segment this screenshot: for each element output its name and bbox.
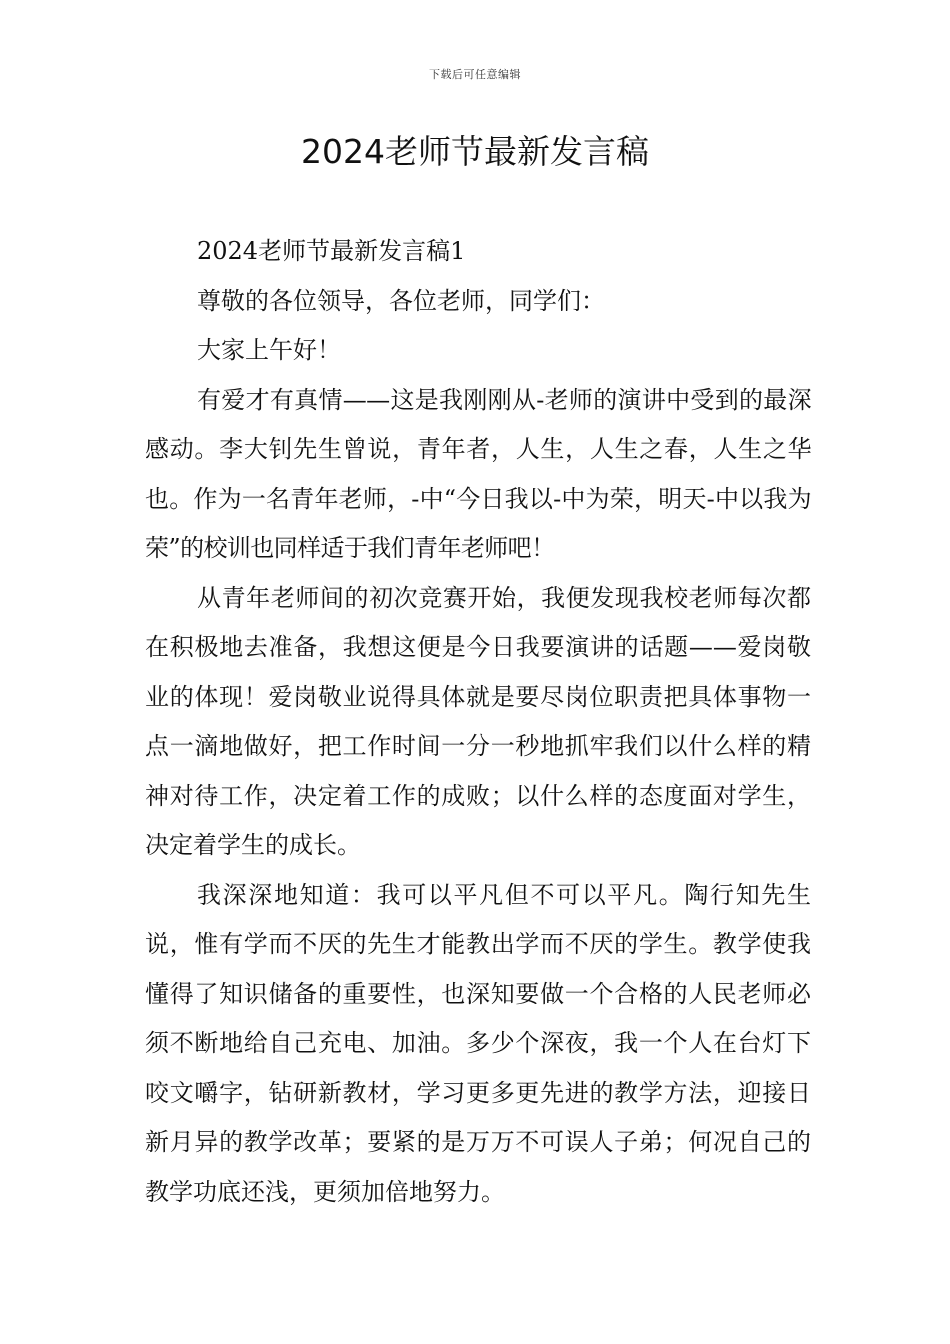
header-note: 下载后可任意编辑 [429, 68, 521, 81]
section-heading: 2024老师节最新发言稿1 [197, 237, 466, 265]
body-paragraph: 从青年老师间的初次竞赛开始，我便发现我校老师每次都在积极地去准备，我想这便是今日我要演讲的话题——爱岗敬业的体现！爱岗敬业说得具体就是要尽岗位职责把具体事物一点一滴地做好，把工作时间一分一秒地抓牢我们以什么样的精神对待工作，决定着工作的成败；以什么样的态度面对学生，决定着学生的成长。 [145, 583, 811, 859]
body-paragraph: 有爱才有真情——这是我刚刚从-老师的演讲中受到的最深感动。李大钊先生曾说，青年者，人生，人生之春，人生之华也。作为一名青年老师，-中“今日我以-中为荣，明天-中以我为荣”的校训也同样适于我们青年老师吧！ [145, 385, 811, 562]
document-body [145, 227, 811, 1217]
body-paragraph: 我深深地知道：我可以平凡但不可以平凡。陶行知先生说，惟有学而不厌的先生才能教出学而不厌的学生。教学使我懂得了知识储备的重要性，也深知要做一个合格的人民老师必须不断地给自己充电、加油。多少个深夜，我一个人在台灯下咬文嚼字，钻研新教材，学习更多更先进的教学方法，迎接日新月异的教学改革；要紧的是万万不可误人子弟；何况自己的教学功底还浅，更须加倍地努力。 [145, 880, 811, 1206]
greeting: 大家上午好！ [197, 336, 341, 364]
salutation: 尊敬的各位领导，各位老师，同学们： [197, 286, 605, 315]
document-title: 2024老师节最新发言稿 [301, 132, 649, 171]
